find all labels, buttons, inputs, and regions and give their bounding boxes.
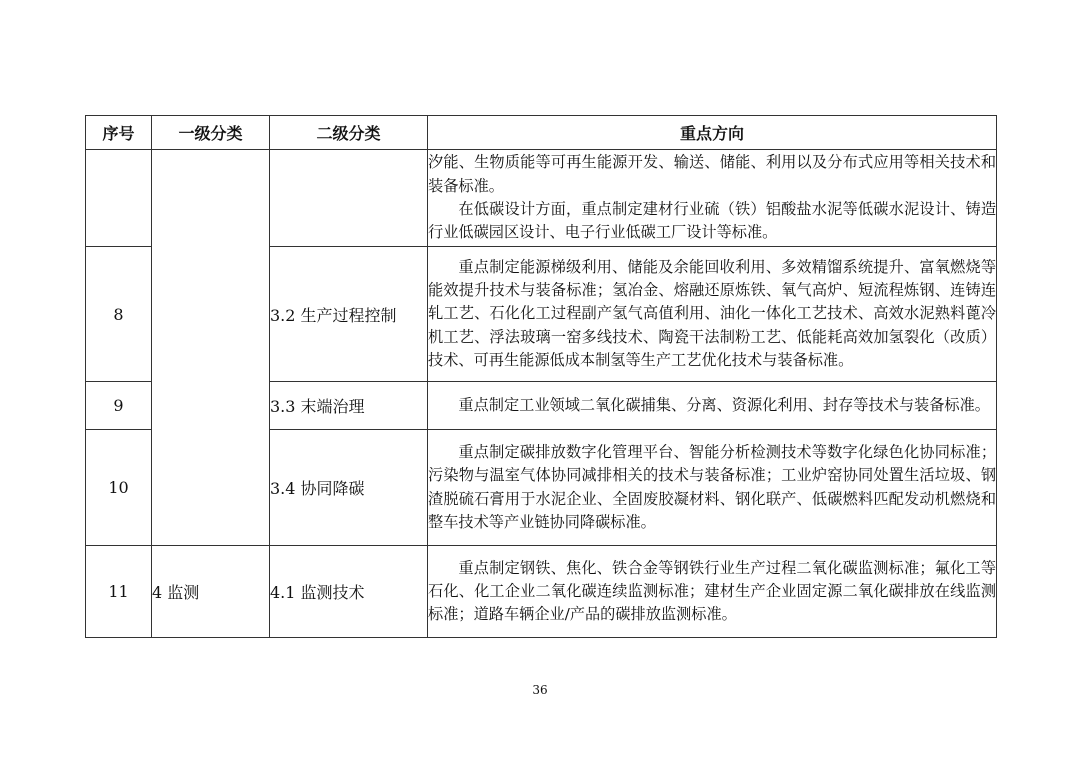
- direction-paragraph: 在低碳设计方面，重点制定建材行业硫（铁）铝酸盐水泥等低碳水泥设计、铸造行业低碳园区设计、电子行业低碳工厂设计等标准。: [428, 200, 996, 242]
- row-direction: [428, 247, 997, 382]
- row-level2: 4.1 监测技术: [270, 546, 428, 638]
- direction-paragraph: 重点制定碳排放数字化管理平台、智能分析检测技术等数字化绿色化协同标准；污染物与温室气体协同减排相关的技术与装备标准；工业炉窑协同处置生活垃圾、钢渣脱硫石膏用于水泥企业、全固废胶凝材料、钢化联产、低碳燃料匹配发动机燃烧和整车技术等产业链协同降碳标准。: [428, 442, 996, 531]
- row-seq: 10: [86, 430, 152, 546]
- row-seq: 11: [86, 546, 152, 638]
- row-level2: 3.3 末端治理: [270, 382, 428, 430]
- standards-table: [85, 115, 997, 638]
- direction-paragraph: 汐能、生物质能等可再生能源开发、输送、储能、利用以及分布式应用等相关技术和装备标准。: [428, 153, 996, 195]
- header-direction: 重点方向: [428, 116, 997, 150]
- table-row: [86, 150, 997, 247]
- table-row: [86, 546, 997, 638]
- direction-paragraph: 重点制定能源梯级利用、储能及余能回收利用、多效精馏系统提升、富氧燃烧等能效提升技术与装备标准；氢冶金、熔融还原炼铁、氧气高炉、短流程炼钢、连铸连轧工艺、石化化工过程副产氢气高值利用、油化一体化工艺技术、高效水泥熟料蓖冷机工艺、浮法玻璃一窑多线技术、陶瓷干法制粉工艺、低能耗高效加氢裂化（改质）技术、可再生能源低成本制氢等生产工艺优化技术与装备标准。: [428, 257, 996, 369]
- row-direction: [428, 430, 997, 546]
- row-level1: [152, 150, 270, 546]
- row-seq: 8: [86, 247, 152, 382]
- row-level1: 4 监测: [152, 546, 270, 638]
- row-direction: [428, 150, 997, 247]
- direction-paragraph: 重点制定工业领域二氧化碳捕集、分离、资源化利用、封存等技术与装备标准。: [458, 395, 990, 414]
- header-level2: 二级分类: [270, 116, 428, 150]
- header-level1: 一级分类: [152, 116, 270, 150]
- direction-paragraph: 重点制定钢铁、焦化、铁合金等钢铁行业生产过程二氧化碳监测标准；氟化工等石化、化工企业二氧化碳连续监测标准；建材生产企业固定源二氧化碳排放在线监测标准；道路车辆企业/产品的碳排放监测标准。: [428, 558, 996, 624]
- row-seq: [86, 150, 152, 247]
- row-direction: [428, 382, 997, 430]
- row-direction: [428, 546, 997, 638]
- row-level2: 3.2 生产过程控制: [270, 247, 428, 382]
- page-number: 36: [532, 683, 548, 697]
- row-level2: [270, 150, 428, 247]
- row-seq: 9: [86, 382, 152, 430]
- row-level2: 3.4 协同降碳: [270, 430, 428, 546]
- header-seq: 序号: [86, 116, 152, 150]
- table-header-row: [86, 116, 997, 150]
